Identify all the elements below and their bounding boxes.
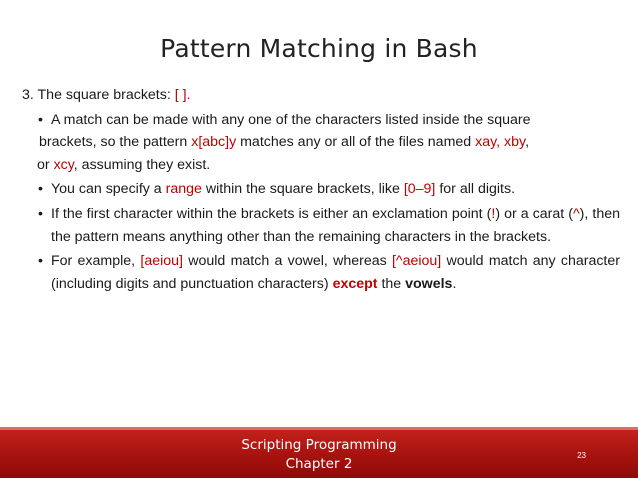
digit-range-code: [0–9] xyxy=(403,181,436,198)
slide-content xyxy=(22,84,620,297)
text: within the square brackets, like xyxy=(201,181,404,198)
bullet-dot: • xyxy=(38,111,43,128)
bullet-item-2 xyxy=(22,178,620,201)
code-pattern: x[abc]y xyxy=(191,134,237,151)
bullet-dot: • xyxy=(38,181,43,198)
text: matches any or all of the files named xyxy=(236,134,476,151)
file-name: xcy xyxy=(53,156,74,173)
text: the xyxy=(377,275,406,292)
text: You can specify a xyxy=(51,181,166,198)
heading-code: [ ]. xyxy=(174,87,191,103)
text: or xyxy=(37,156,54,173)
text: , assuming they exist. xyxy=(73,156,211,173)
footer-course-title: Scripting Programming xyxy=(241,437,397,453)
text: ), then the pattern means anything other than the remaining characters in the brackets. xyxy=(51,205,620,245)
range-term: range xyxy=(165,181,202,198)
bullet-1-line-3 xyxy=(37,154,620,177)
bullet-item-3 xyxy=(22,203,620,248)
bullet-1-line-2 xyxy=(39,131,620,154)
text: brackets, so the pattern xyxy=(39,134,192,151)
except-keyword: except xyxy=(332,275,378,292)
text: . xyxy=(452,275,457,292)
file-names: xay, xby xyxy=(475,134,526,151)
vowel-pattern-code: [aeiou] xyxy=(140,253,183,270)
text: ) or a carat ( xyxy=(495,205,573,222)
heading-text: 3. The square brackets: xyxy=(22,87,175,103)
text: would match any character (including digits and punctuation characters) xyxy=(51,253,620,292)
text: would match a vowel, whereas xyxy=(182,253,392,270)
slide-title: Pattern Matching in Bash xyxy=(160,34,478,63)
section-heading xyxy=(22,84,620,107)
bullet-dot: • xyxy=(38,253,43,270)
bullet-1-line-1: A match can be made with any one of the characters listed inside the square xyxy=(51,111,531,128)
text: If the first character within the brackets is either an exclamation point ( xyxy=(51,205,492,222)
bullet-dot: • xyxy=(38,205,43,222)
text: for all digits. xyxy=(435,181,516,198)
bullet-list xyxy=(22,109,620,296)
footer-text xyxy=(0,436,638,474)
text: For example, xyxy=(51,253,141,270)
negated-pattern-code: [^aeiou] xyxy=(391,253,442,270)
vowels-keyword: vowels xyxy=(405,275,453,292)
bullet-item-4 xyxy=(22,250,620,295)
caret-symbol: ^ xyxy=(573,205,580,222)
exclamation-symbol: ! xyxy=(491,205,496,222)
page-number: 23 xyxy=(577,451,586,460)
bullet-item-1 xyxy=(22,109,620,177)
text: , xyxy=(525,134,530,151)
footer-chapter: Chapter 2 xyxy=(285,456,353,472)
